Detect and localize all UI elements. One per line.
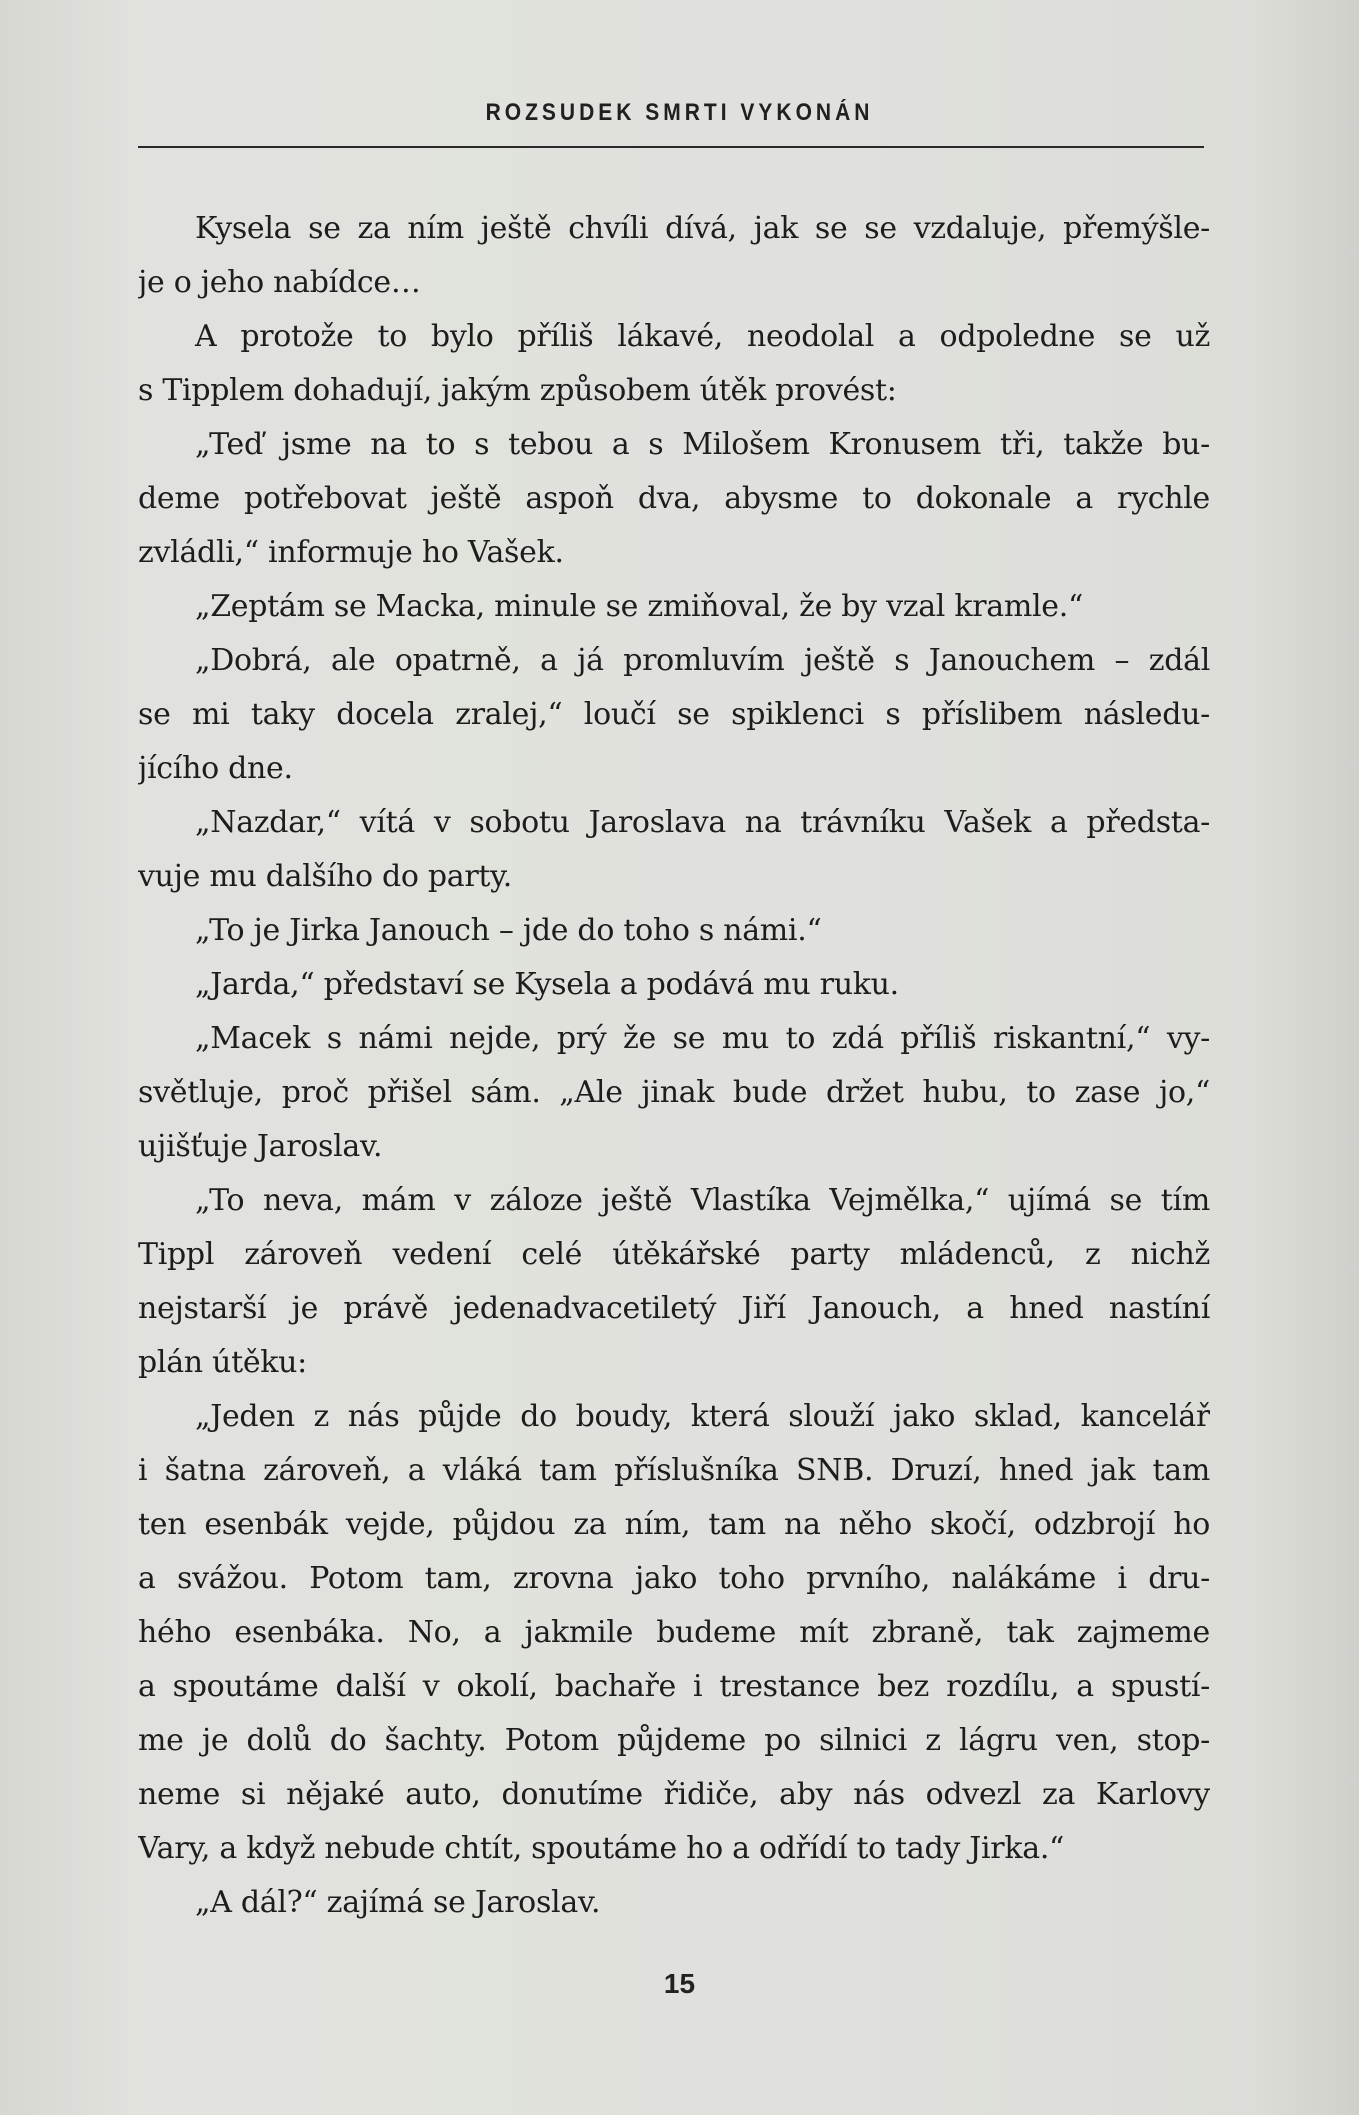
header-rule (138, 146, 1204, 148)
text-line: ujišťuje Jaroslav. (138, 1129, 383, 1164)
text-line: a svážou. Potom tam, zrovna jako toho prvního, nalákáme i dru- (138, 1561, 1210, 1596)
text-line: hého esenbáka. No, a jakmile budeme mít zbraně, tak zajmeme (138, 1615, 1210, 1650)
text-line: s Tipplem dohadují, jakým způsobem útěk provést: (138, 373, 897, 408)
text-line: jícího dne. (138, 751, 293, 786)
text-line: Vary, a když nebude chtít, spoutáme ho a odřídí to tady Jirka.“ (138, 1831, 1065, 1866)
text-line: se mi taky docela zralej,“ loučí se spiklenci s příslibem následu- (138, 697, 1210, 732)
text-line: „Jarda,“ představí se Kysela a podává mu ruku. (195, 967, 899, 1002)
text-line: „Nazdar,“ vítá v sobotu Jaroslava na trávníku Vašek a předsta- (195, 805, 1210, 840)
text-line: A protože to bylo příliš lákavé, neodolal a odpoledne se už (195, 319, 1210, 354)
text-line: „Dobrá, ale opatrně, a já promluvím ještě s Janouchem – zdál (195, 643, 1210, 678)
text-line: zvládli,“ informuje ho Vašek. (138, 535, 564, 570)
text-line: plán útěku: (138, 1345, 307, 1380)
text-line: „To neva, mám v záloze ještě Vlastíka Vejmělka,“ ujímá se tím (195, 1183, 1210, 1218)
text-line: a spoutáme další v okolí, bachaře i trestance bez rozdílu, a spustí- (138, 1669, 1210, 1704)
text-line: nejstarší je právě jedenadvacetiletý Jiří Janouch, a hned nastíní (138, 1291, 1210, 1326)
text-line: Kysela se za ním ještě chvíli dívá, jak se se vzdaluje, přemýšle- (195, 211, 1210, 246)
text-line: ten esenbák vejde, půjdou za ním, tam na něho skočí, odzbrojí ho (138, 1507, 1210, 1542)
text-line: „Macek s námi nejde, prý že se mu to zdá příliš riskantní,“ vy- (195, 1021, 1210, 1056)
text-line: „To je Jirka Janouch – jde do toho s námi.“ (195, 913, 822, 948)
running-head: ROZSUDEK SMRTI VYKONÁN (485, 99, 874, 126)
body-text (138, 202, 1210, 1930)
text-line: neme si nějaké auto, donutíme řidiče, aby nás odvezl za Karlovy (138, 1777, 1210, 1812)
text-line: deme potřebovat ještě aspoň dva, abysme to dokonale a rychle (138, 481, 1210, 516)
text-line: me je dolů do šachty. Potom půjdeme po silnici z lágru ven, stop- (138, 1723, 1210, 1758)
text-line: „A dál?“ zajímá se Jaroslav. (195, 1885, 601, 1920)
text-line: je o jeho nabídce… (138, 265, 421, 300)
page-number: 15 (663, 1968, 696, 1999)
text-line: vuje mu dalšího do party. (138, 859, 513, 894)
text-line: „Zeptám se Macka, minule se zmiňoval, že by vzal kramle.“ (195, 589, 1084, 624)
text-line: světluje, proč přišel sám. „Ale jinak bude držet hubu, to zase jo,“ (138, 1075, 1210, 1110)
text-line: i šatna zároveň, a vláká tam příslušníka SNB. Druzí, hned jak tam (138, 1453, 1210, 1488)
text-line: „Jeden z nás půjde do boudy, která slouží jako sklad, kancelář (195, 1399, 1210, 1434)
text-line: Tippl zároveň vedení celé útěkářské party mládenců, z nichž (138, 1237, 1210, 1272)
text-line: „Teď jsme na to s tebou a s Milošem Kronusem tři, takže bu- (195, 427, 1210, 462)
